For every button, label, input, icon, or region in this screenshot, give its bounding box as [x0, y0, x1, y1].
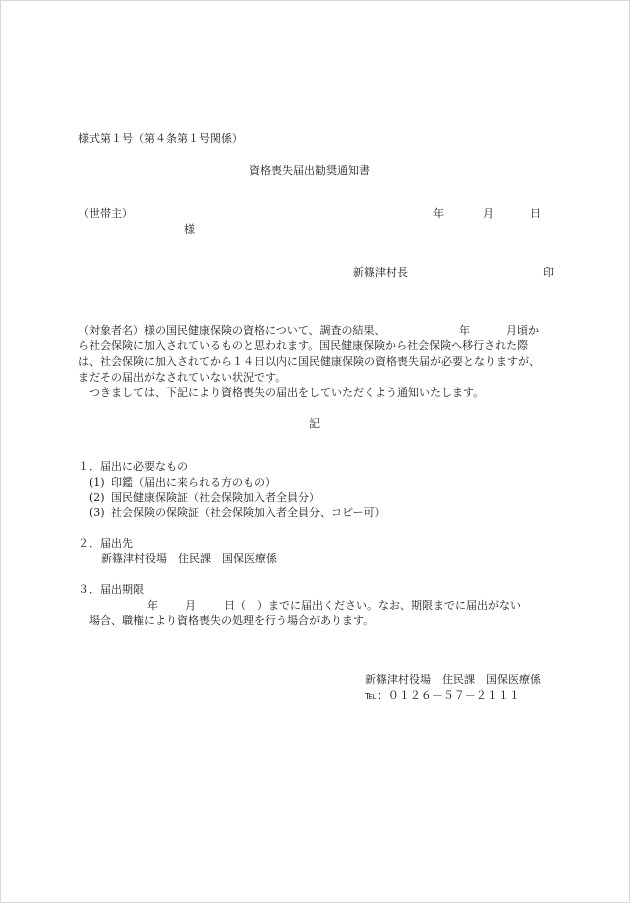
date-year: 年	[433, 207, 444, 220]
date-day: 日	[530, 207, 541, 220]
footer-phone: ℡：０１２６－５７－２１１１	[365, 689, 520, 702]
document-title: 資格喪失届出勧奨通知書	[249, 164, 370, 177]
required-item-text: 国民健康保険証（社会保険加入者全員分）	[111, 491, 320, 504]
required-item-num: (2)	[89, 491, 105, 504]
body-paragraph: ら社会保険に加入されているものと思われます。国民健康保険から社会保険へ移行された際は、社会保険に加入されてから１４日以内に国民健康保険の資格喪失届が必要となりますが、まだその届出がなされていない状況です。	[78, 339, 540, 384]
body-line1-month: 月頃か	[506, 324, 539, 337]
required-item	[89, 490, 320, 505]
section-destination-heading: ２．届出先	[78, 537, 133, 550]
destination-text: 新篠津村役場 住民課 国保医療係	[101, 552, 277, 565]
recipient-label: （世帯主）	[78, 207, 133, 220]
required-item-text: 社会保険の保険証（社会保険加入者全員分、コピー可）	[111, 506, 386, 519]
sender-title: 新篠津村長	[353, 266, 408, 279]
required-item-num: (3)	[89, 506, 105, 519]
deadline-line2: 場合、職権により資格喪失の処理を行う場合があります。	[89, 614, 375, 627]
required-item	[89, 475, 276, 490]
section-required-heading: １．届出に必要なもの	[78, 460, 188, 473]
body-closing: つきましては、下記により資格喪失の届出をしていただくよう通知いたします。	[89, 386, 485, 399]
deadline-month: 月	[185, 599, 196, 612]
recipient-honorific: 様	[184, 223, 195, 236]
date-month: 月	[483, 207, 494, 220]
seal-mark: 印	[543, 266, 554, 279]
deadline-year: 年	[147, 599, 158, 612]
required-item	[89, 505, 386, 520]
required-item-num: (1)	[89, 476, 105, 489]
section-deadline-heading: ３．届出期限	[78, 583, 144, 596]
body-line1: （対象者名）様の国民健康保険の資格について、調査の結果、	[78, 324, 386, 337]
ki-mark: 記	[309, 417, 320, 430]
body-line1-year: 年	[459, 324, 470, 337]
form-number: 様式第１号（第４条第１号関係）	[78, 132, 243, 145]
deadline-day-text: 日（ ）までに届出ください。なお、期限までに届出がない	[224, 599, 521, 612]
footer-office: 新篠津村役場 住民課 国保医療係	[365, 673, 541, 686]
required-item-text: 印鑑（届出に来られる方のもの）	[111, 476, 276, 489]
